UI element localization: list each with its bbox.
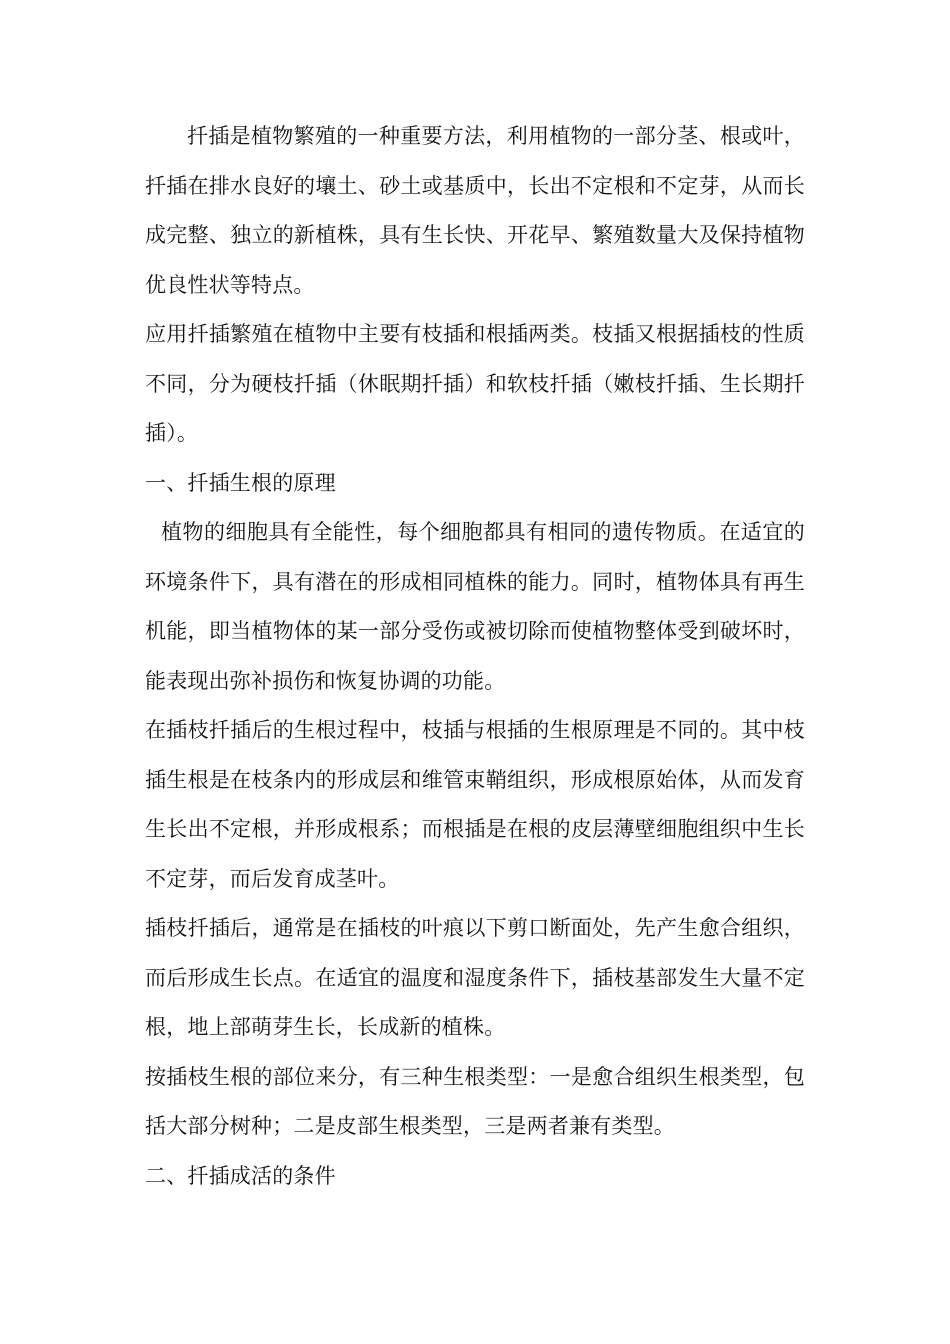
paragraph-callus: 插枝扦插后，通常是在插枝的叶痕以下剪口断面处，先产生愈合组织，而后形成生长点。在适宜的温度和湿度条件下，插枝基部发生大量不定根，地上部萌芽生长，长成新的植株。 — [145, 916, 805, 1039]
document-body — [145, 112, 805, 1201]
paragraph-rooting-types: 按插枝生根的部位来分，有三种生根类型：一是愈合组织生根类型，包括大部分树种；二是皮部生根类型，三是两者兼有类型。 — [145, 1064, 805, 1138]
paragraph-rooting-difference: 在插枝扦插后的生根过程中，枝插与根插的生根原理是不同的。其中枝插生根是在枝条内的形成层和维管束鞘组织，形成根原始体，从而发育生长出不定根，并形成根系；而根插是在根的皮层薄壁细胞组织中生长不定芽，而后发育成茎叶。 — [145, 718, 805, 891]
paragraph-principle: 植物的细胞具有全能性，每个细胞都具有相同的遗传物质。在适宜的环境条件下，具有潜在的形成相同植株的能力。同时，植物体具有再生机能，即当植物体的某一部分受伤或被切除而使植物整体受到破坏时，能表现出弥补损伤和恢复协调的功能。 — [145, 520, 805, 693]
section-heading-rooting-principle: 一、扦插生根的原理 — [145, 470, 336, 495]
paragraph-intro: 扦插是植物繁殖的一种重要方法，利用植物的一部分茎、根或叶，扦插在排水良好的壤土、砂土或基质中，长出不定根和不定芽，从而长成完整、独立的新植株，具有生长快、开花早、繁殖数量大及保持植物优良性状等特点。 — [145, 124, 805, 297]
section-heading-survival-conditions: 二、扦插成活的条件 — [145, 1163, 336, 1188]
paragraph-types: 应用扦插繁殖在植物中主要有枝插和根插两类。枝插又根据插枝的性质不同，分为硬枝扦插（休眠期扦插）和软枝扦插（嫩枝扦插、生长期扦插）。 — [145, 322, 805, 445]
